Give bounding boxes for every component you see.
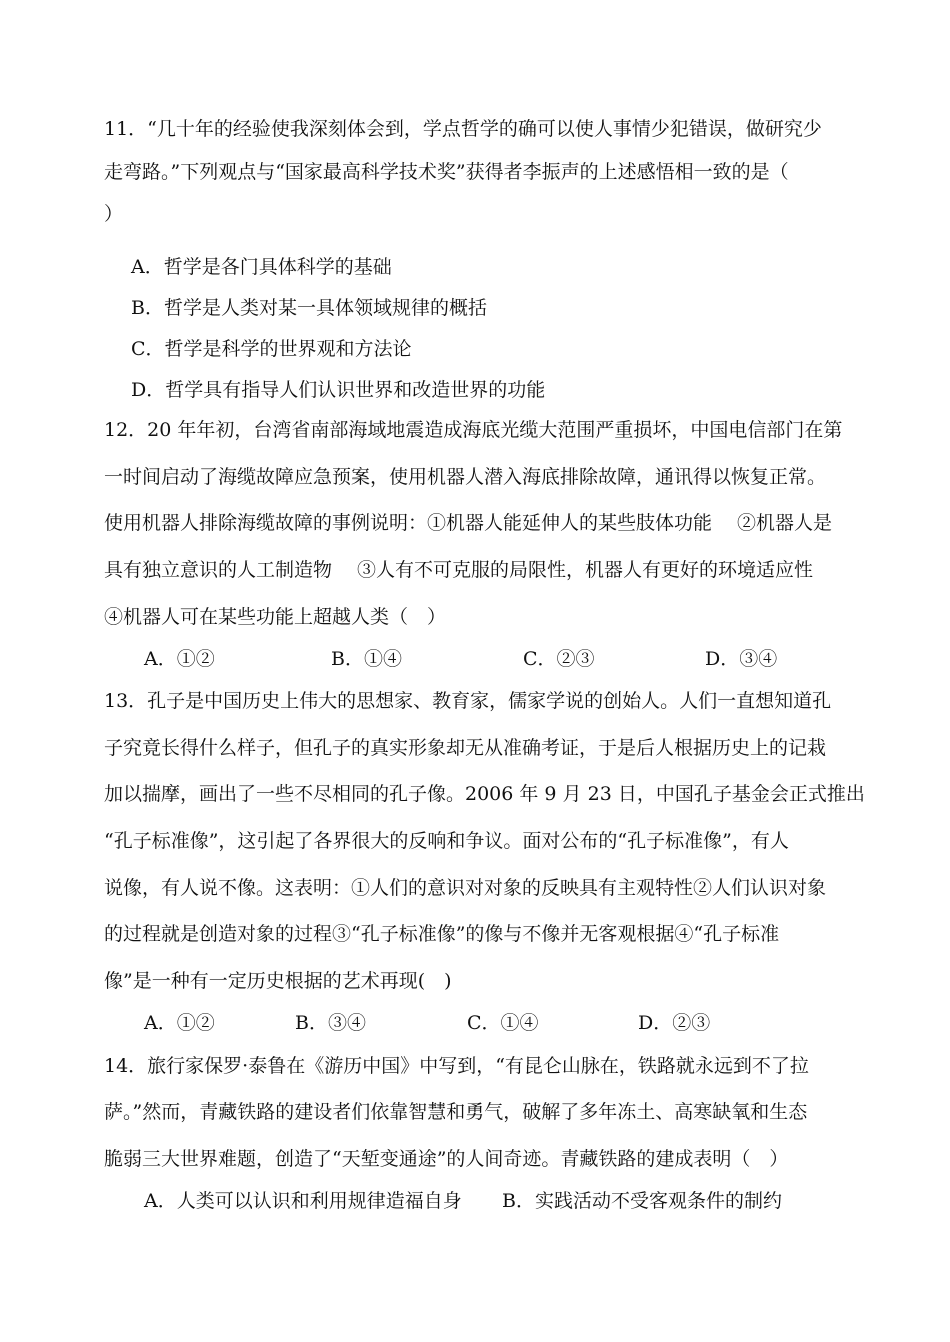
question-13-option-a: A．①②	[144, 1012, 215, 1034]
question-14-option-a: A．人类可以认识和利用规律造福自身	[144, 1190, 462, 1212]
question-14-line-3: 脆弱三大世界难题，创造了“天堑变通途”的人间奇迹。青藏铁路的建成表明（ ）	[104, 1148, 789, 1170]
question-13-option-d: D．②③	[638, 1012, 711, 1034]
question-11-option-c: C．哲学是科学的世界观和方法论	[131, 338, 412, 360]
question-13-option-c: C．①④	[467, 1012, 539, 1034]
question-12-line-5: ④机器人可在某些功能上超越人类（ ）	[104, 606, 447, 628]
question-13-line-1: 13．孔子是中国历史上伟大的思想家、教育家，儒家学说的创始人。人们一直想知道孔	[104, 690, 832, 712]
question-13-line-4: “孔子标准像”，这引起了各界很大的反响和争议。面对公布的“孔子标准像”，有人	[104, 830, 789, 852]
question-13-options	[0, 1008, 950, 1038]
question-13-option-b: B．③④	[295, 1012, 366, 1034]
question-12-line-2: 一时间启动了海缆故障应急预案，使用机器人潜入海底排除故障，通讯得以恢复正常。	[104, 466, 827, 488]
question-11-option-b: B．哲学是人类对某一具体领域规律的概括	[131, 297, 487, 319]
question-12-option-c: C．②③	[523, 648, 595, 670]
question-11-option-a: A．哲学是各门具体科学的基础	[131, 256, 392, 278]
question-12-options	[0, 644, 950, 674]
question-12-option-b: B．①④	[331, 648, 402, 670]
question-12-option-d: D．③④	[705, 648, 778, 670]
question-13-line-5: 说像，有人说不像。这表明：①人们的意识对对象的反映具有主观特性②人们认识对象	[104, 877, 827, 899]
question-11-line-3: ）	[104, 203, 124, 225]
question-13-line-2: 子究竟长得什么样子，但孔子的真实形象却无从准确考证，于是后人根据历史上的记栽	[104, 737, 827, 759]
question-14-option-b: B．实践活动不受客观条件的制约	[502, 1190, 782, 1212]
question-12-line-3: 使用机器人排除海缆故障的事例说明：①机器人能延伸人的某些肢体功能 ②机器人是	[104, 512, 833, 534]
question-11-option-d: D．哲学具有指导人们认识世界和改造世界的功能	[131, 379, 546, 401]
question-14-line-1: 14．旅行家保罗·泰鲁在《游历中国》中写到，“有昆仑山脉在，铁路就永远到不了拉	[104, 1055, 809, 1077]
question-13-line-6: 的过程就是创造对象的过程③“孔子标准像”的像与不像并无客观根据④“孔子标准	[104, 923, 780, 945]
question-14-options	[0, 1186, 950, 1216]
question-12-option-a: A．①②	[144, 648, 215, 670]
question-11-line-1: 11．“几十年的经验使我深刻体会到，学点哲学的确可以使人事情少犯错误，做研究少	[104, 118, 822, 140]
question-13-line-7: 像”是一种有一定历史根据的艺术再现( )	[104, 970, 452, 992]
question-11-line-2: 走弯路。”下列观点与“国家最高科学技术奖”获得者李振声的上述感悟相一致的是（	[104, 161, 789, 183]
question-14-line-2: 萨。”然而，青藏铁路的建设者们依靠智慧和勇气，破解了多年冻土、高寒缺氧和生态	[104, 1101, 808, 1123]
question-12-line-4: 具有独立意识的人工制造物 ③人有不可克服的局限性，机器人有更好的环境适应性	[104, 559, 814, 581]
question-13-line-3: 加以揣摩，画出了一些不尽相同的孔子像。2006 年 9 月 23 日，中国孔子基金会正式推出	[104, 783, 865, 805]
question-12-line-1: 12．20 年年初，台湾省南部海域地震造成海底光缆大范围严重损坏，中国电信部门在第	[104, 419, 843, 441]
